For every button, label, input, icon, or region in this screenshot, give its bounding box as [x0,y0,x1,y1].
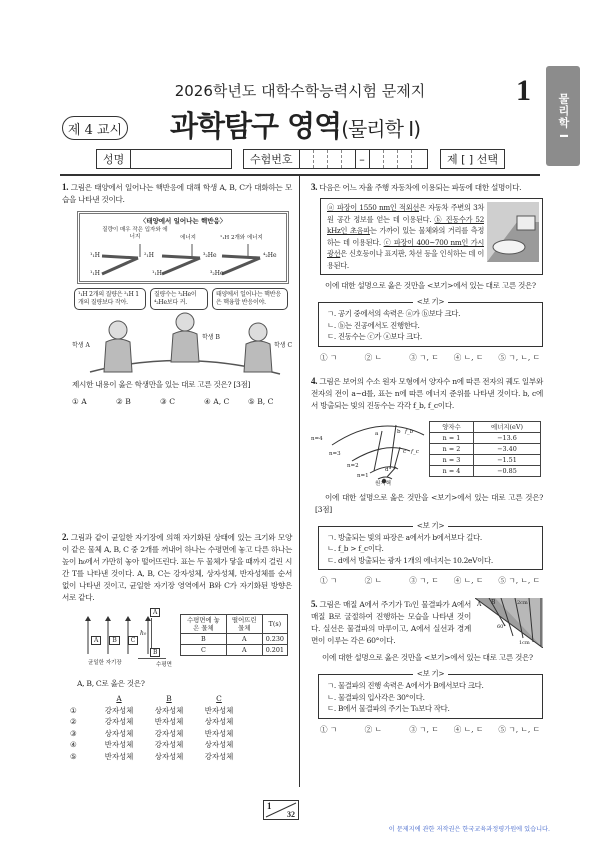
answer-number: ② [70,717,77,726]
medium-a-label: A [477,601,482,608]
height-line [151,618,152,648]
right-column [311,181,543,735]
q3-prompt: 이에 대한 설명으로 옳은 것만을 <보기>에서 있는 대로 고른 것은? [325,281,536,290]
dropped-object: A [150,608,160,617]
choice-1[interactable]: ① ㄱ [320,352,338,362]
student-b-label: 학생 B [202,334,220,341]
question-2 [62,531,292,762]
speech-bubble-a: ¹₁H 2개의 질량은 ²₁H 1개의 질량보다 작아. [74,288,146,310]
table-row [430,454,541,465]
answer-cell: 강자성체 [104,717,134,726]
nucleus-label: 원자핵 [375,480,391,487]
q5-stem [311,598,471,647]
question-3 [311,181,543,194]
answer-cell: 상자성체 [204,717,234,726]
choice-4[interactable]: ④ ㄴ, ㄷ [453,576,484,585]
student-a-label: 학생 A [72,342,90,349]
choice-1[interactable]: ① A [72,397,87,406]
choice-1[interactable]: ① ㄱ [320,724,338,734]
answer-cell: 반자성체 [104,740,134,749]
q1-diagram-title: 〈태양에서 일어나는 핵반응〉 [139,217,227,225]
transition-d: d [385,466,389,473]
table-cell: n = 1 [430,432,474,443]
q2-answer-table [70,693,292,762]
q4-number: 4. [311,375,318,386]
answer-cell: 상자성체 [204,740,234,749]
subject-side-tab: 물리학 I [546,66,580,166]
answer-header-c: C [216,694,222,703]
level-n4: n=4 [311,435,323,442]
selection-label: 제 [ ] 선택 [447,153,498,166]
exam-title: 2026학년도 대학수학능력시험 문제지 [174,82,426,100]
bogi-item: ㄴ. f_b > f_c이다. [327,544,384,553]
top-length-label: 2cm [517,600,528,606]
q4-choices [320,575,543,586]
choice-4[interactable]: ④ ㄴ, ㄷ [453,352,484,362]
bogi-item: ㄴ. 물결파의 입사각은 30°이다. [327,692,425,702]
answer-cell: 상자성체 [154,705,184,715]
choice-5[interactable]: ⑤ ㄱ, ㄴ, ㄷ [498,352,541,362]
nuclide-he3-b: ³₂He [210,270,224,277]
field-label: 균일한 자기장 [88,660,122,666]
car-illustration [487,202,539,262]
nuclide-h2: ²₁H [144,252,155,259]
q2-diagram [62,608,292,674]
angle-label: 60° [497,624,506,630]
question-4 [311,375,543,412]
page-total: 32 [287,810,295,819]
name-field[interactable] [96,149,232,169]
q2-number: 2. [62,532,69,542]
speech-bubble-b: 질량수는 ³₂He이 ⁴₂He보다 커. [150,288,208,310]
answer-row[interactable] [70,751,292,763]
answer-cell: 강자성체 [104,705,134,715]
answer-row[interactable] [70,705,292,717]
bogi-title: <보 기> [413,669,449,678]
answer-number: ① [70,705,77,715]
floor-line [138,658,166,659]
exam-number-field[interactable] [243,149,428,169]
height-label: h₀ [140,630,147,637]
answer-number: ⑤ [70,751,77,761]
page-current: 1 [267,801,272,811]
table-cell: −3.40 [473,443,540,454]
choice-5[interactable]: ⑤ ㄱ, ㄴ, ㄷ [498,724,541,734]
table-cell: 0.201 [262,645,287,656]
level-n1: n=1 [357,472,369,479]
freq-fb: f_b [405,428,414,435]
q4-text: 그림은 보어의 수소 원자 모형에서 양자수 n에 따른 전자의 궤도 일부와 전자의 전이 a~d를, 표는 n에 따른 에너지 준위를 나타낸 것이다. b, c에서 방출되는 빛의 진동수는 각각 f_b, f_c이다. [311,376,543,410]
medium-b-label: B [491,599,496,606]
wave-a: ⓐ 파장이 1550 nm인 적외선 [327,203,419,212]
q4-energy-table [429,421,541,477]
q1-reaction-diagram [77,211,289,284]
table-row [430,443,541,454]
subject-sub: (물리학 I) [341,117,421,141]
bogi-item: ㄷ. 진동수는 ⓒ가 ⓐ보다 크다. [327,332,422,341]
answer-row[interactable] [70,716,292,728]
q5-text: 그림은 매질 A에서 주기가 T₀인 물결파가 A에서 매질 B로 굴절하여 진행하는 모습을 나타낸 것이다. 실선은 물결파의 마루이고, A에서 실선과 경계면이 이루는 각은 60°이다. [311,600,471,645]
choice-5[interactable]: ⑤ B, C [248,397,274,406]
table-header: 에너지(eV) [473,421,540,432]
table-cell: A [226,645,262,656]
nuclide-he3-a: ³₂He [203,252,217,259]
q3-bogi-box [318,297,543,347]
q3-info-box [320,198,543,275]
answer-cell: 강자성체 [154,728,184,738]
answer-cell: 상자성체 [154,751,184,761]
q1-label-energy: 에너지 [180,235,196,241]
level-n3: n=3 [329,450,341,457]
page-number: 1 [516,74,531,107]
bogi-item: ㄱ. 공기 중에서의 속력은 ⓐ가 ⓑ보다 크다. [327,309,461,318]
q4-figure [311,415,543,489]
q1-text: 그림은 태양에서 일어나는 핵반응에 대해 학생 A, B, C가 대화하는 모습을 나타낸 것이다. [62,183,292,204]
level-n2: n=2 [347,462,359,469]
q2-prompt: A, B, C로 옳은 것은? [77,679,145,688]
q3-number: 3. [311,182,318,192]
table-cell: n = 3 [430,454,474,465]
answer-cell: 반자성체 [204,728,234,738]
q4-prompt: 이에 대한 설명으로 옳은 것만을 <보기>에서 있는 대로 고른 것은? [3점] [315,492,543,514]
bogi-title: <보 기> [413,297,449,306]
q1-choices [72,396,292,407]
q2-table [180,614,288,656]
choice-1[interactable]: ① ㄱ [320,576,338,585]
table-cell: 0.230 [262,634,287,645]
q5-figure [475,598,543,648]
transition-a: a [375,430,379,437]
transition-b: b [397,428,401,435]
q5-number: 5. [311,599,318,609]
subject-main: 과학탐구 영역 [170,109,342,143]
q1-bubbles [74,288,292,310]
water-wave-diagram [475,598,543,648]
nuclide-h1-c: ¹₁H [152,270,163,277]
floor-object: B [150,648,160,657]
object-c: C [128,636,139,645]
answer-cell: 반자성체 [154,717,184,726]
column-divider [299,175,300,787]
table-row [430,465,541,476]
q2-text: 그림과 같이 균일한 자기장에 의해 자기화된 상태에 있는 크기와 모양이 같은 물체 A, B, C 중 2개를 꺼내어 하나는 수평면에 놓고 다른 하나는 높이 h₀에서 가만히 놓아 떨어뜨린다. 표는 두 물체가 닿을 때까지 걸린 시간 T를 나타낸 것이다. A, B, C는 강자성체, 상자성체, 반자성체를 순서 없이 나타낸 것이고, 균일한 자기장 영역에서 B와 C가 자기화된 방향은 서로 같다. [62,533,292,602]
page-title [170,104,420,145]
exam-number-label: 수험번호 [244,150,300,168]
table-header: 양자수 [430,421,474,432]
students-illustration-wrap [62,312,292,376]
q5-bogi-box [318,669,543,719]
choice-3[interactable]: ③ ㄱ, ㄷ [409,576,439,585]
answer-cell: 반자성체 [204,705,234,715]
choice-4[interactable]: ④ ㄴ, ㄷ [453,724,484,734]
copyright-notice: 이 문제지에 관한 저작권은 한국교육과정평가원에 있습니다. [388,826,550,833]
table-header: T(s) [262,615,287,634]
question-5 [311,598,543,648]
choice-2[interactable]: ② ㄴ [364,724,382,734]
table-cell: B [181,634,227,645]
choice-2[interactable]: ② ㄴ [364,576,382,585]
q1-label-h2-energy: ¹₁H 2개와 에너지 [220,235,263,241]
q2-stem [62,531,292,604]
table-row [181,634,288,645]
choice-3[interactable]: ③ C [160,397,176,406]
q1-label-particle: 질량이 매우 작은 입자와 에너지 [102,227,168,240]
answer-cell: 강자성체 [204,751,234,761]
page-indicator [263,800,299,820]
table-cell: −13.6 [473,432,540,443]
students-illustration [70,312,295,376]
box-text: 은 자동차 주변의 3차원 공간 정보를 얻는 데 이용된다. [327,203,485,224]
speech-bubble-c: 태양에서 일어나는 핵반응은 핵융합 반응이야. [212,288,288,310]
bogi-item: ㄷ. d에서 방출되는 광자 1개의 에너지는 10.2eV이다. [327,555,493,565]
choice-2[interactable]: ② B [116,397,131,406]
answer-header-b: B [166,694,172,703]
table-cell: C [181,645,227,656]
q1-number: 1. [62,182,69,192]
table-cell: −1.51 [473,454,540,465]
bottom-length-label: 1cm [519,640,530,646]
bogi-title: <보 기> [413,521,449,530]
q3-text: 다음은 어느 자율 주행 자동차에 이용되는 파동에 대한 설명이다. [319,183,522,192]
nuclide-he4: ⁴₂He [263,252,277,259]
question-1 [62,181,292,407]
period-badge: 제 4 교시 [62,116,128,140]
table-cell: A [226,634,262,645]
table-row [430,432,541,443]
answer-cell: 강자성체 [154,740,184,749]
table-cell: −0.85 [473,465,540,476]
bogi-item: ㄷ. B에서 물결파의 주기는 T₀보다 작다. [327,704,450,713]
transition-c: c [403,448,407,455]
choice-2[interactable]: ② ㄴ [364,352,382,362]
nuclide-h1-b: ¹₁H [90,270,101,277]
box-text: 는 가까이 있는 물체와의 거리를 측정하는 데 이용된다. [327,226,484,247]
table-cell: n = 4 [430,465,474,476]
table-header: 수평면에 놓은 물체 [181,615,227,634]
answer-cell: 반자성체 [104,751,134,761]
choice-3[interactable]: ③ ㄱ, ㄷ [409,724,439,734]
answer-row[interactable] [70,739,292,751]
table-header: 떨어뜨린 물체 [226,615,262,634]
q3-choices [320,352,543,363]
answer-cell: 상자성체 [104,728,134,738]
choice-4[interactable]: ④ A, C [204,397,230,406]
name-label: 성명 [97,150,131,168]
choice-5[interactable]: ⑤ ㄱ, ㄴ, ㄷ [498,576,541,585]
box-text: 은 신호등이나 표지판, 차선 등을 인식하는 데 이용된다. [327,249,484,270]
answer-header-a: A [116,694,122,703]
bogi-item: ㄱ. 물결파의 진행 속력은 A에서가 B에서보다 크다. [327,681,484,690]
q1-stem [62,181,292,206]
object-row [91,636,138,645]
bogi-item: ㄱ. 방출되는 빛의 파장은 a에서가 b에서보다 길다. [327,532,482,542]
freq-fc: f_c [411,448,419,455]
table-row [181,645,288,656]
q5-prompt: 이에 대한 설명으로 옳은 것만을 <보기>에서 있는 대로 고른 것은? [322,653,533,662]
answer-row[interactable] [70,728,292,740]
object-a: A [91,636,101,645]
object-b: B [109,636,119,645]
q1-prompt: 제시한 내용이 옳은 학생만을 있는 대로 고른 것은? [3점] [72,380,251,389]
wave-c: ⓒ 파장이 400~700 nm인 가시광선 [327,237,485,258]
answer-number: ③ [70,728,77,738]
wave-b: ⓑ 진동수가 52 kHz인 초음파 [327,214,484,235]
table-cell: n = 2 [430,443,474,454]
student-c-label: 학생 C [274,342,293,349]
choice-3[interactable]: ③ ㄱ, ㄷ [409,352,439,362]
q4-bogi-box [318,520,543,571]
q1-reaction-arrows [80,242,286,282]
exam-number-dash: – [356,150,370,168]
bogi-item: ㄴ. ⓑ는 진공에서도 진행한다. [327,320,420,330]
answer-number: ④ [70,740,77,749]
q5-choices [320,724,543,735]
nuclide-h1-a: ¹₁H [90,252,101,259]
floor-label: 수평면 [156,662,172,668]
selection-field[interactable] [440,149,505,169]
